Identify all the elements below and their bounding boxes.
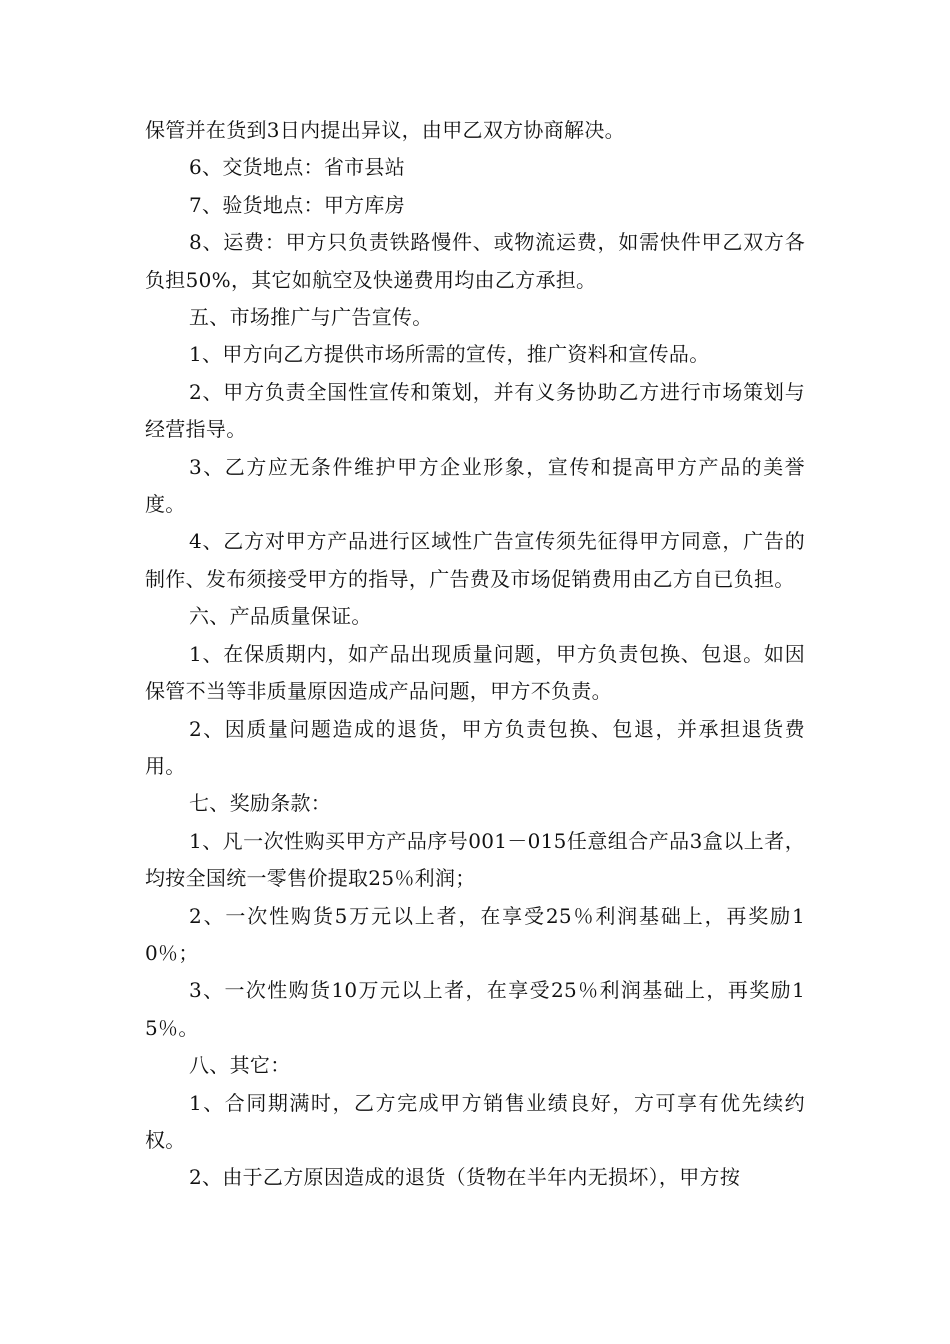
- paragraph: 2、由于乙方原因造成的退货（货物在半年内无损坏），甲方按: [189, 1165, 741, 1190]
- paragraph: 2、甲方负责全国性宣传和策划，并有义务协助乙方进行市场策划与经营指导。: [145, 379, 805, 442]
- paragraph: 3、乙方应无条件维护甲方企业形象，宣传和提高甲方产品的美誉度。: [145, 454, 805, 517]
- paragraph: 4、乙方对甲方产品进行区域性广告宣传须先征得甲方同意，广告的制作、发布须接受甲方的指导，广告费及市场促销费用由乙方自已负担。: [145, 529, 805, 591]
- section-heading: 七、奖励条款：: [189, 791, 332, 816]
- paragraph: 1、甲方向乙方提供市场所需的宣传，推广资料和宣传品。: [189, 342, 710, 367]
- paragraph: 1、合同期满时，乙方完成甲方销售业绩良好，方可享有优先续约权。: [145, 1090, 805, 1152]
- section-heading: 八、其它：: [189, 1053, 291, 1078]
- paragraph: 3、一次性购货10万元以上者，在享受25％利润基础上，再奖励15％。: [145, 978, 805, 1040]
- paragraph: 2、因质量问题造成的退货，甲方负责包换、包退，并承担退货费用。: [145, 716, 805, 778]
- paragraph: 8、运费：甲方只负责铁路慢件、或物流运费，如需快件甲乙双方各负担50%，其它如航空及快递费用均由乙方承担。: [145, 230, 805, 292]
- paragraph: 6、交货地点：省市县站: [189, 155, 406, 180]
- paragraph: 保管并在货到3日内提出异议，由甲乙双方协商解决。: [145, 118, 625, 142]
- paragraph: 1、在保质期内，如产品出现质量问题，甲方负责包换、包退。如因保管不当等非质量原因造成产品问题，甲方不负责。: [145, 641, 805, 704]
- paragraph: 1、凡一次性购买甲方产品序号001－015任意组合产品3盒以上者，均按全国统一零售价提取25％利润；: [145, 828, 805, 891]
- document-body: [145, 112, 805, 1197]
- section-heading: 五、市场推广与广告宣传。: [189, 305, 433, 330]
- paragraph: 7、验货地点：甲方库房: [189, 192, 406, 217]
- section-heading: 六、产品质量保证。: [189, 604, 372, 629]
- paragraph: 2、一次性购货5万元以上者，在享受25％利润基础上，再奖励10％；: [145, 903, 805, 965]
